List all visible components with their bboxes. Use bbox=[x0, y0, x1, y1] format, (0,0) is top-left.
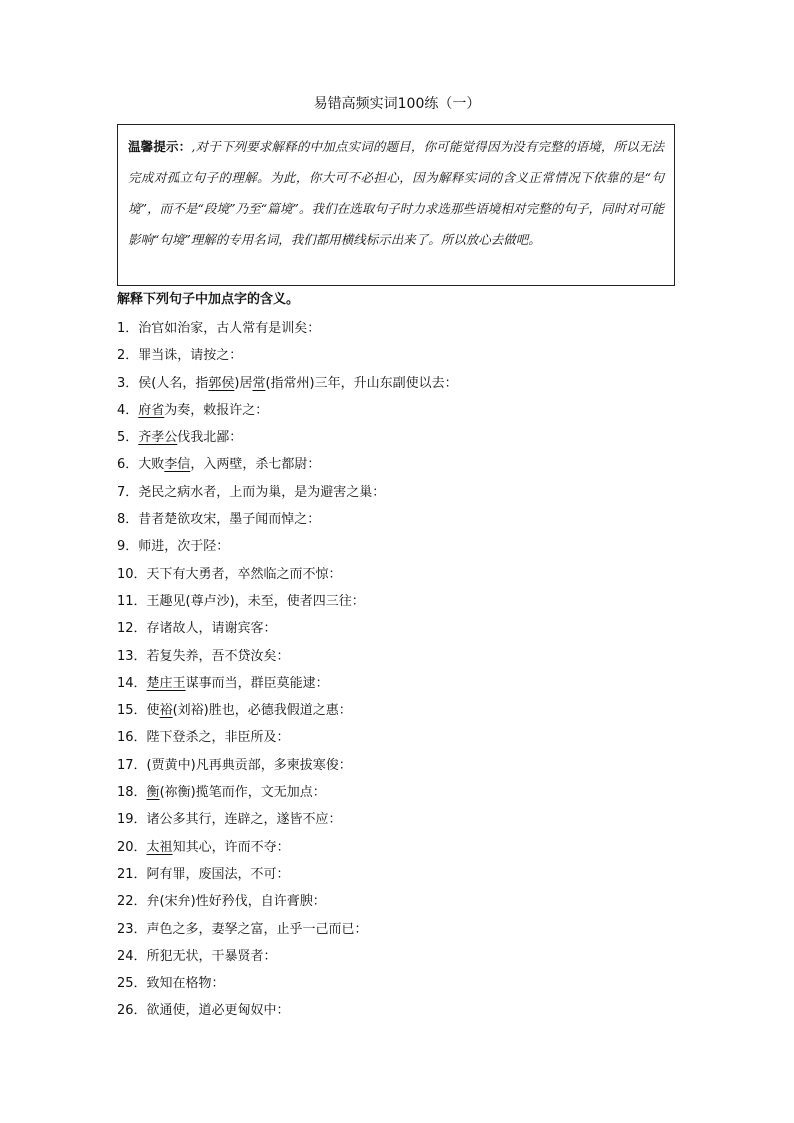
underlined-term: 郭侯 bbox=[208, 375, 235, 391]
question-text: 存诸故人，请谢宾客： bbox=[146, 621, 277, 637]
question-number: 10． bbox=[117, 566, 147, 582]
question-item bbox=[117, 783, 677, 810]
underlined-term: 太祖 bbox=[146, 839, 173, 855]
question-number: 12． bbox=[117, 621, 147, 637]
underlined-term: 楚庄王 bbox=[146, 675, 186, 691]
question-number: 1． bbox=[117, 321, 139, 336]
question-text: 弁(宋弁)性好矜伐，自许膏腴： bbox=[146, 894, 326, 910]
question-text: (指常州)三年，升山东副使以去： bbox=[265, 375, 458, 391]
question-number: 17． bbox=[117, 757, 147, 773]
question-text: 谋事而当，群臣莫能逮： bbox=[185, 675, 329, 691]
question-number: 9． bbox=[117, 539, 139, 555]
question-number: 3． bbox=[117, 375, 139, 391]
question-number: 21． bbox=[117, 866, 147, 882]
question-item bbox=[117, 728, 677, 755]
question-item bbox=[117, 865, 677, 892]
underlined-term: 李信 bbox=[164, 457, 191, 473]
question-text: (贾黄中)凡再典贡部，多柬拔寒俊： bbox=[146, 757, 352, 773]
underlined-term: 衡 bbox=[146, 785, 160, 801]
question-text: 诸公多其行，连辟之，遂皆不应： bbox=[146, 812, 342, 828]
question-item bbox=[117, 838, 677, 865]
question-text: (刘裕)胜也，必德我假道之惠： bbox=[172, 703, 352, 719]
question-number: 11． bbox=[117, 593, 147, 609]
question-text: 天下有大勇者，卒然临之而不惊： bbox=[146, 566, 342, 582]
question-number: 13． bbox=[117, 648, 147, 664]
question-text: 欲通使，道必更匈奴中： bbox=[146, 1003, 290, 1019]
question-number: 23． bbox=[117, 921, 147, 937]
question-number: 2． bbox=[117, 348, 139, 364]
question-number: 18． bbox=[117, 785, 147, 801]
question-number: 26． bbox=[117, 1003, 147, 1019]
question-item bbox=[117, 592, 677, 619]
question-list bbox=[117, 319, 677, 1029]
question-text: 为奏，敕报许之： bbox=[164, 402, 269, 418]
tip-label: 温馨提示： bbox=[128, 139, 192, 154]
question-text: 陛下登杀之，非臣所及： bbox=[146, 730, 290, 746]
question-number: 19． bbox=[117, 812, 147, 828]
question-number: 22． bbox=[117, 894, 147, 910]
question-text: 侯(人名，指 bbox=[138, 375, 209, 391]
question-item bbox=[117, 374, 677, 401]
question-item bbox=[117, 401, 677, 428]
question-text: 王趣见(尊卢沙)，未至，使者四三往： bbox=[146, 593, 365, 609]
question-text: 伐我北鄙： bbox=[177, 430, 243, 446]
question-item bbox=[117, 537, 677, 564]
question-text: 若复失养，吾不贷汝矣： bbox=[146, 648, 290, 664]
question-text: 使 bbox=[146, 703, 160, 719]
question-text: 尧民之病水者，上而为巢，是为避害之巢： bbox=[138, 484, 386, 500]
question-item bbox=[117, 756, 677, 783]
question-number: 15． bbox=[117, 703, 147, 719]
question-item bbox=[117, 619, 677, 646]
question-number: 25． bbox=[117, 976, 147, 992]
question-item bbox=[117, 647, 677, 674]
question-text: 知其心，许而不夺： bbox=[172, 839, 290, 855]
question-text: )居 bbox=[234, 375, 253, 391]
question-item bbox=[117, 319, 677, 346]
question-text: 治官如治家，古人常有是训矣： bbox=[138, 321, 321, 336]
question-item bbox=[117, 947, 677, 974]
question-item bbox=[117, 428, 677, 455]
question-item bbox=[117, 455, 677, 482]
question-item bbox=[117, 483, 677, 510]
question-number: 14． bbox=[117, 675, 147, 691]
question-text: 罪当诛，请按之： bbox=[138, 348, 243, 364]
question-text: 昔者楚欲攻宋，墨子闻而悼之： bbox=[138, 512, 321, 528]
question-number: 7． bbox=[117, 484, 139, 500]
question-number: 20． bbox=[117, 839, 147, 855]
question-text: 大败 bbox=[138, 457, 165, 473]
question-number: 6． bbox=[117, 457, 139, 473]
question-item bbox=[117, 674, 677, 701]
question-number: 8． bbox=[117, 512, 139, 528]
question-item bbox=[117, 974, 677, 1001]
question-text: 致知在格物： bbox=[146, 976, 225, 992]
question-text: (祢衡)揽笔而作，文无加点： bbox=[159, 785, 326, 801]
underlined-term: 裕 bbox=[159, 703, 173, 719]
question-number: 24． bbox=[117, 948, 147, 964]
underlined-term: 齐孝公 bbox=[138, 430, 178, 446]
tip-box bbox=[117, 124, 675, 286]
question-item bbox=[117, 510, 677, 537]
question-item bbox=[117, 1001, 677, 1028]
question-text: 所犯无状，干暴贤者： bbox=[146, 948, 277, 964]
question-text: 师进，次于陉： bbox=[138, 539, 230, 555]
question-item bbox=[117, 892, 677, 919]
underlined-term: 常 bbox=[252, 375, 266, 391]
page-title: 易错高频实词100练（一） bbox=[313, 96, 481, 112]
question-number: 4． bbox=[117, 402, 139, 418]
question-number: 5． bbox=[117, 430, 139, 446]
underlined-term: 府省 bbox=[138, 402, 165, 418]
question-text: 阿有罪，废国法，不可： bbox=[146, 866, 290, 882]
question-number: 16． bbox=[117, 730, 147, 746]
tip-text: ,对于下列要求解释的中加点实词的题目，你可能觉得因为没有完整的语境，所以无法完成对孤立句子的理解。为此，你大可不必担心，因为解释实词的含义正常情况下依靠的是“句境”，而不是“段境”乃至“篇境”。我们在选取句子时力求选那些语境相对完整的句子，同时对可能影响“句境”理解的专用名词，我们都用横线标示出来了。所以放心去做吧。 bbox=[128, 139, 664, 247]
question-item bbox=[117, 346, 677, 373]
question-text: ，入两壁，杀七都尉： bbox=[190, 457, 321, 473]
instruction: 解释下列句子中加点字的含义。 bbox=[117, 292, 300, 307]
question-item bbox=[117, 920, 677, 947]
question-item bbox=[117, 565, 677, 592]
question-item bbox=[117, 810, 677, 837]
question-item bbox=[117, 701, 677, 728]
question-text: 声色之多，妻孥之富，止乎一己而已： bbox=[146, 921, 368, 937]
